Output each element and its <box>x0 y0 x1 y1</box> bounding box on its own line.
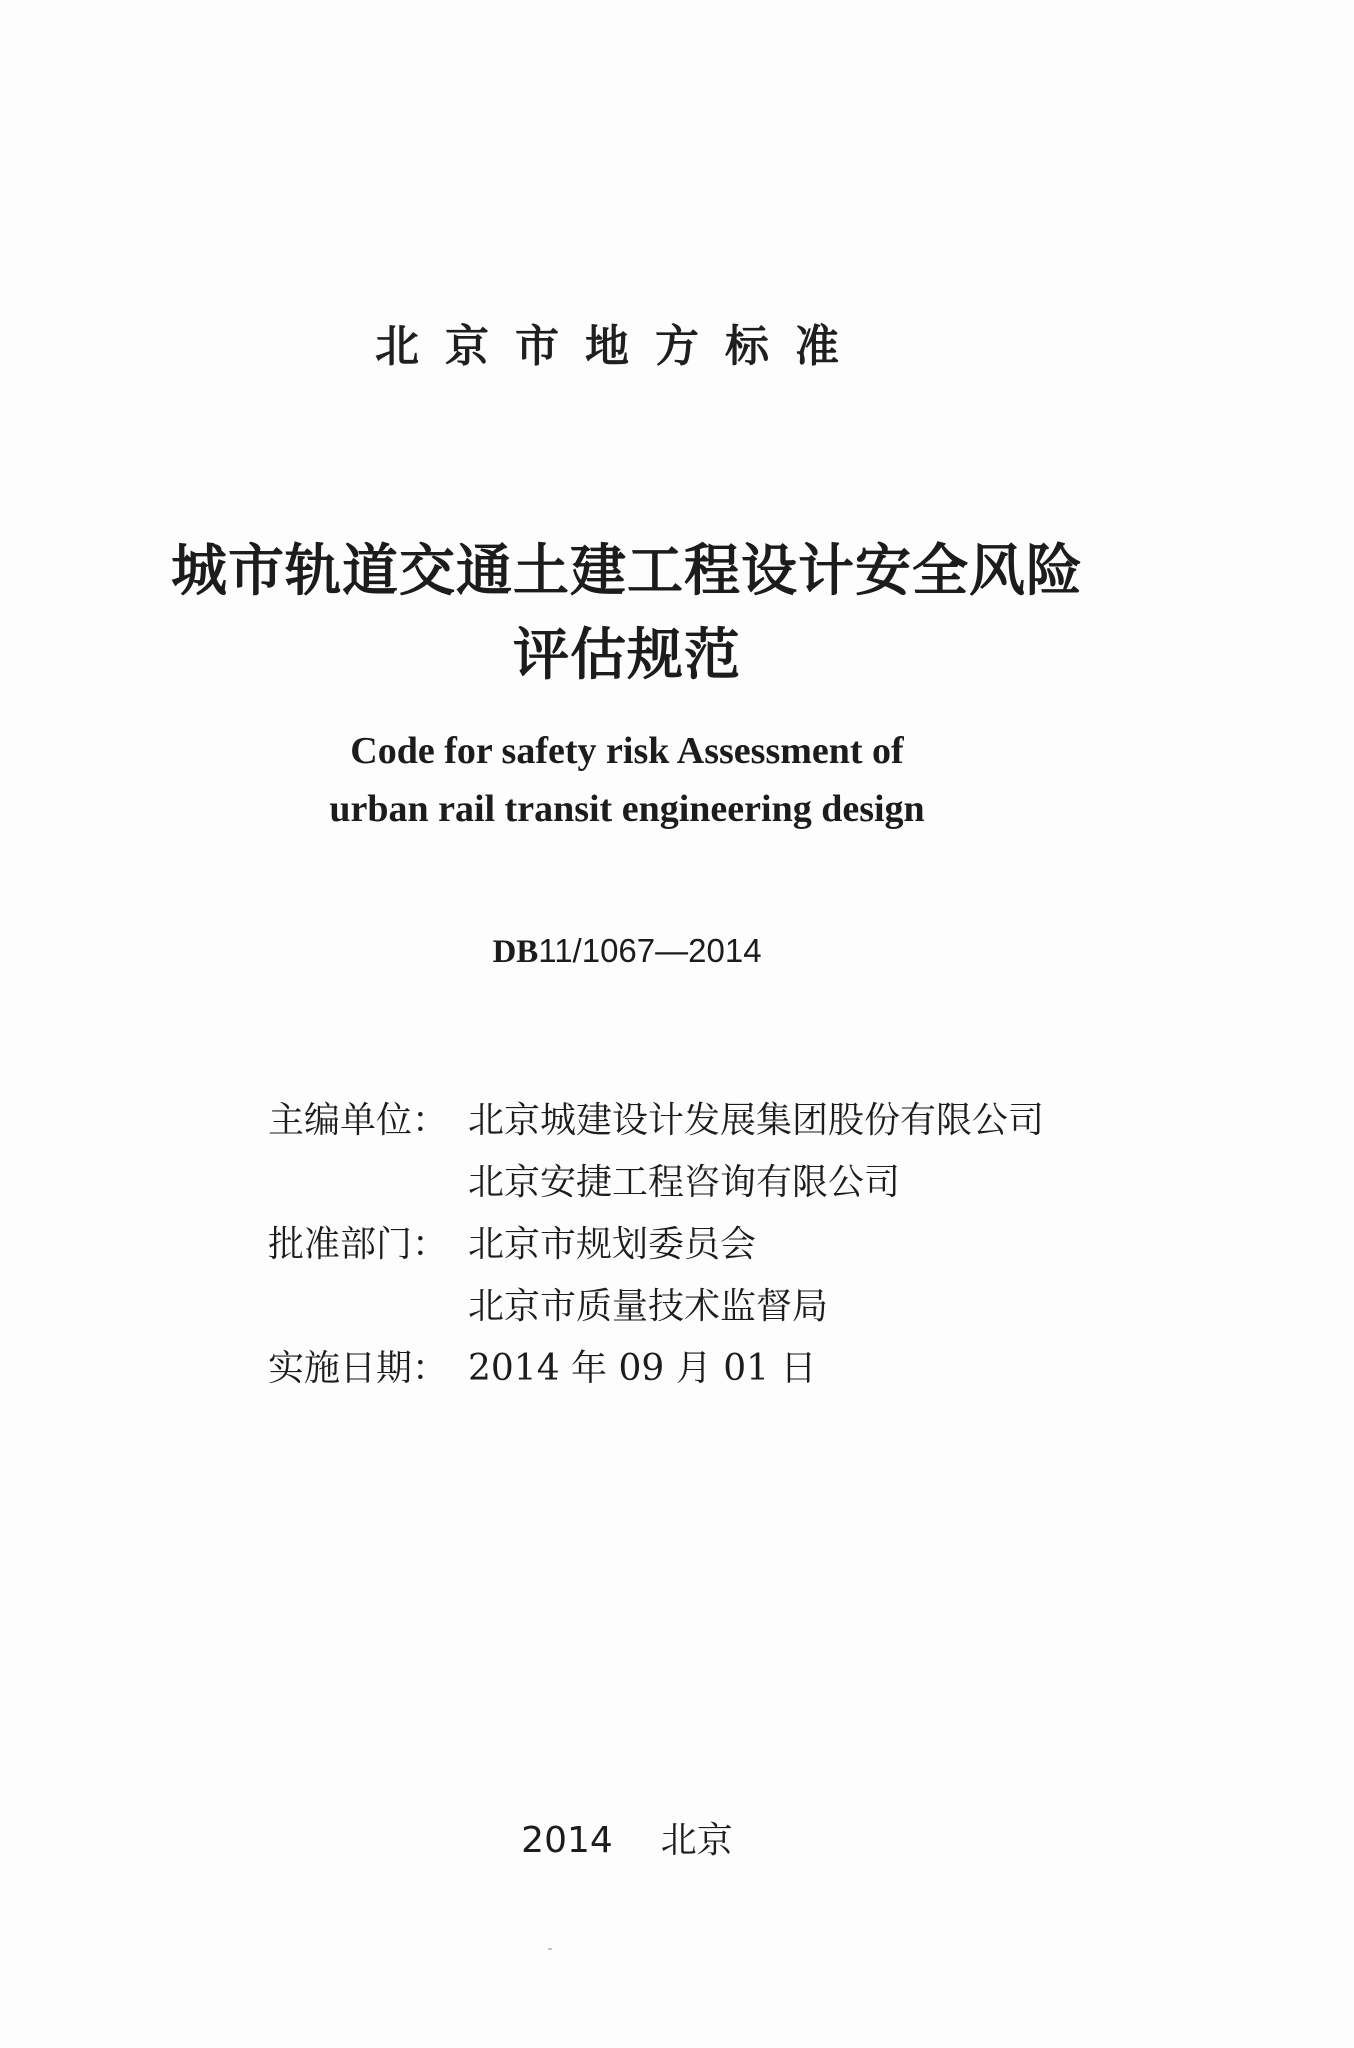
approver-row-2 <box>268 1276 1044 1338</box>
scan-speck <box>548 1948 552 1950</box>
effective-date: 2014 年 09 月 01 日 <box>468 1348 817 1389</box>
publication-footer <box>0 1812 1254 1863</box>
publication-info <box>268 1090 1044 1400</box>
english-title <box>0 722 1254 838</box>
chinese-title <box>0 530 1254 698</box>
english-title-line-2: urban rail transit engineering design <box>329 788 925 830</box>
editor-unit-1: 北京城建设计发展集团股份有限公司 <box>468 1100 1045 1141</box>
approver-label-spacer <box>268 1276 468 1338</box>
date-row <box>268 1338 1044 1400</box>
standard-code-prefix: DB <box>492 934 539 970</box>
editor-row-2 <box>268 1152 1044 1214</box>
footer-city: 北京 <box>660 1820 733 1861</box>
approver-dept-1: 北京市规划委员会 <box>468 1224 757 1265</box>
standard-code <box>0 932 1254 971</box>
approver-dept-2: 北京市质量技术监督局 <box>468 1286 829 1327</box>
editor-label-spacer <box>268 1152 468 1214</box>
footer-year: 2014 <box>521 1820 613 1861</box>
approver-label: 批准部门： <box>268 1224 449 1265</box>
editor-label: 主编单位： <box>268 1100 449 1141</box>
editor-unit-2: 北京安捷工程咨询有限公司 <box>468 1162 901 1203</box>
chinese-title-line-2: 评估规范 <box>513 623 741 688</box>
english-title-line-1: Code for safety risk Assessment of <box>350 730 904 772</box>
standard-category: 北京市地方标准 <box>375 321 865 372</box>
editor-row <box>268 1090 1044 1152</box>
chinese-title-line-1: 城市轨道交通土建工程设计安全风险 <box>171 539 1083 604</box>
approver-row <box>268 1214 1044 1276</box>
standard-code-number: 11/1067—2014 <box>538 932 762 969</box>
date-label: 实施日期： <box>268 1348 449 1389</box>
